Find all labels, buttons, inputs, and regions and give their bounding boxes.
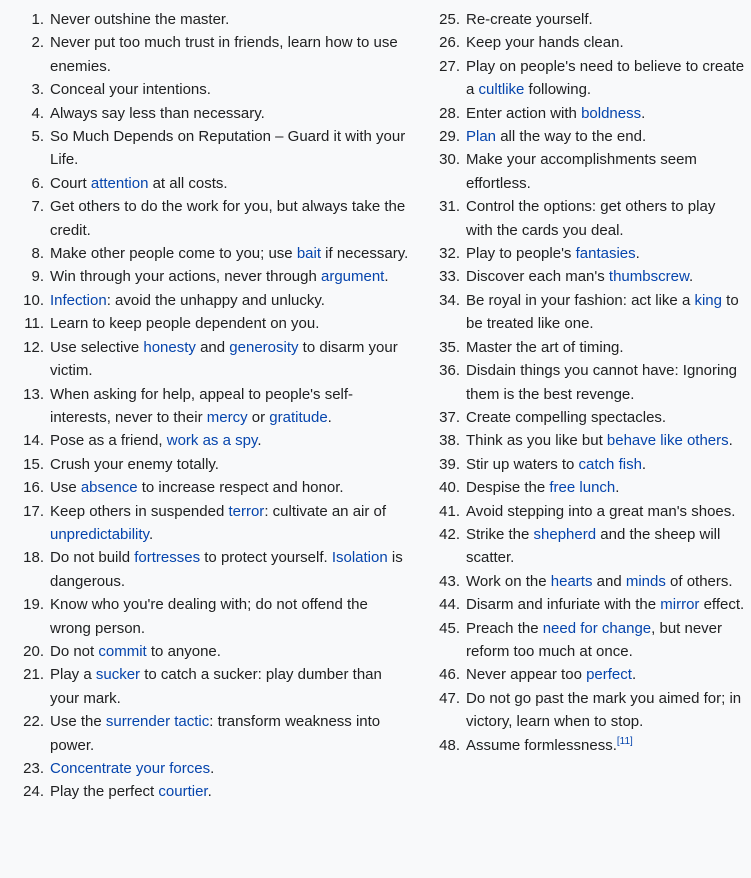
list-item xyxy=(418,336,751,359)
text-fragment: Stir up waters to xyxy=(466,455,579,473)
list-item xyxy=(0,476,418,499)
list-item-number: 38. xyxy=(439,432,460,450)
text-fragment: all the way to the end. xyxy=(496,128,647,146)
list-item-number: 15. xyxy=(23,455,44,473)
list-item-text xyxy=(466,31,751,54)
list-item xyxy=(0,780,418,803)
list-item-number: 24. xyxy=(23,783,44,801)
list-item xyxy=(0,265,418,288)
text-fragment: . xyxy=(631,666,637,684)
list-item-number: 2. xyxy=(31,34,44,52)
wiki-link[interactable]: fortresses xyxy=(134,549,201,567)
text-fragment: Strike the xyxy=(466,525,534,543)
wiki-link[interactable]: perfect xyxy=(586,666,632,684)
list-item-text xyxy=(50,476,418,499)
list-item xyxy=(418,265,751,288)
text-fragment: Despise the xyxy=(466,479,550,497)
list-item xyxy=(0,757,418,780)
text-fragment: Never appear too xyxy=(466,666,587,684)
text-fragment: : avoid the unhappy and unlucky. xyxy=(106,291,325,309)
text-fragment: . xyxy=(688,268,694,286)
text-fragment: Work on the xyxy=(466,572,551,590)
list-item-text xyxy=(466,359,751,406)
list-item-number: 12. xyxy=(23,338,44,356)
wiki-link[interactable]: unpredictability xyxy=(50,525,149,543)
list-item-text xyxy=(466,8,751,31)
list-item-number: 37. xyxy=(439,408,460,426)
list-item-text xyxy=(50,640,418,663)
text-fragment: Crush your enemy totally. xyxy=(50,455,219,473)
text-fragment: at all costs. xyxy=(148,174,228,192)
text-fragment: Use the xyxy=(50,713,106,731)
list-item-text xyxy=(466,663,751,686)
text-fragment: . xyxy=(615,479,620,497)
text-fragment: : transform weakness into power. xyxy=(50,713,381,754)
text-fragment: Master the art of timing. xyxy=(466,338,624,356)
list-item xyxy=(418,476,751,499)
text-fragment: Disarm and infuriate with the xyxy=(466,596,661,614)
list-item-text xyxy=(466,242,751,265)
wiki-link[interactable]: need for change xyxy=(542,619,652,637)
list-item-number: 33. xyxy=(439,268,460,286)
text-fragment: to disarm your victim. xyxy=(50,338,398,380)
list-item xyxy=(418,406,751,429)
list-item-number: 17. xyxy=(23,502,44,520)
list-item xyxy=(0,593,418,640)
text-fragment: Play to people's xyxy=(466,245,576,263)
list-item-number: 10. xyxy=(23,291,44,309)
list-item xyxy=(0,336,418,383)
list-item-text xyxy=(466,148,751,195)
text-fragment: to protect yourself. xyxy=(200,549,332,567)
list-item-number: 46. xyxy=(439,666,460,684)
list-item-text xyxy=(50,383,418,430)
list-item xyxy=(0,546,418,593)
list-item-number: 5. xyxy=(31,128,44,146)
list-item-text xyxy=(50,593,418,640)
list-item-text xyxy=(50,8,418,31)
text-fragment: Be royal in your fashion: act like a xyxy=(466,291,695,309)
text-fragment: Avoid stepping into a great man's shoes. xyxy=(466,502,736,520)
wiki-link[interactable]: absence xyxy=(80,479,138,497)
list-item-text xyxy=(50,242,418,265)
wiki-link[interactable]: Infection xyxy=(50,291,107,309)
text-fragment: following. xyxy=(524,81,592,99)
list-item xyxy=(418,617,751,664)
list-item xyxy=(418,687,751,734)
list-item-text xyxy=(466,570,751,593)
text-fragment: , but never reform too much at once. xyxy=(466,619,723,660)
list-item xyxy=(418,195,751,242)
list-item-text xyxy=(466,687,751,734)
text-fragment: Never outshine the master. xyxy=(50,11,230,28)
list-item xyxy=(0,242,418,265)
wiki-link[interactable]: work as a spy xyxy=(166,432,258,450)
text-fragment: Win through your actions, never through xyxy=(50,268,321,286)
wiki-link[interactable]: behave like others xyxy=(606,432,729,450)
text-fragment: Court xyxy=(50,174,91,192)
list-item-number: 30. xyxy=(439,151,460,169)
wiki-link[interactable]: king xyxy=(694,291,722,309)
list-item-number: 4. xyxy=(31,104,44,122)
list-item-number: 31. xyxy=(439,198,460,216)
list-item-number: 6. xyxy=(31,174,44,192)
list-item xyxy=(0,125,418,172)
list-item-number: 20. xyxy=(23,642,44,660)
wiki-link[interactable]: honesty xyxy=(143,338,196,356)
list-item-text xyxy=(50,453,418,476)
list-item-number: 48. xyxy=(439,736,460,754)
list-item-number: 39. xyxy=(439,455,460,473)
wiki-link[interactable]: mirror xyxy=(660,596,700,614)
text-fragment: Always say less than necessary. xyxy=(50,104,265,122)
list-item-number: 9. xyxy=(31,268,44,286)
list-item-text xyxy=(50,336,418,383)
list-item-text xyxy=(466,336,751,359)
laws-column-left xyxy=(0,8,418,804)
list-item-number: 47. xyxy=(439,689,460,707)
list-item xyxy=(0,102,418,125)
list-item-number: 41. xyxy=(439,502,460,520)
wiki-link[interactable]: mercy xyxy=(206,408,248,426)
text-fragment: . xyxy=(641,104,646,122)
wiki-link[interactable]: bait xyxy=(296,245,321,263)
text-fragment: Do not xyxy=(50,642,99,660)
text-fragment: Play the perfect xyxy=(50,783,159,801)
list-item-text xyxy=(466,265,751,288)
text-fragment: . xyxy=(210,760,215,777)
list-item xyxy=(0,500,418,547)
list-item-text xyxy=(466,195,751,242)
list-item xyxy=(418,359,751,406)
text-fragment: Make your accomplishments seem effortless. xyxy=(466,151,697,192)
list-item-number: 18. xyxy=(23,549,44,567)
wiki-link[interactable]: sucker xyxy=(95,666,141,684)
text-fragment: Conceal your intentions. xyxy=(50,81,211,99)
list-item-text xyxy=(50,429,418,452)
text-fragment: and xyxy=(195,338,230,356)
list-item-number: 44. xyxy=(439,596,460,614)
list-item-number: 14. xyxy=(23,432,44,450)
list-item-text xyxy=(466,102,751,125)
wiki-link[interactable]: thumbscrew xyxy=(608,268,689,286)
text-fragment: Never put too much trust in friends, learn how to use enemies. xyxy=(50,34,398,75)
list-item xyxy=(418,500,751,523)
list-item xyxy=(0,78,418,101)
list-item-number: 3. xyxy=(31,81,44,99)
text-fragment: Learn to keep people dependent on you. xyxy=(50,315,320,333)
text-fragment: Use selective xyxy=(50,338,144,356)
text-fragment: Think as you like but xyxy=(466,432,607,450)
list-item-text xyxy=(50,546,418,593)
list-item-text xyxy=(466,593,751,616)
text-fragment: to be treated like one. xyxy=(466,291,739,333)
wiki-link[interactable]: hearts xyxy=(550,572,593,590)
text-fragment: is dangerous. xyxy=(50,549,403,590)
wiki-link[interactable]: courtier xyxy=(158,783,208,801)
text-fragment: . xyxy=(384,268,389,286)
list-item-text xyxy=(466,406,751,429)
list-item-number: 7. xyxy=(31,198,44,216)
wiki-link[interactable]: shepherd xyxy=(533,525,597,543)
wiki-link[interactable]: gratitude xyxy=(269,408,328,426)
list-item-number: 22. xyxy=(23,713,44,731)
wiki-link[interactable]: minds xyxy=(625,572,666,590)
list-item xyxy=(0,31,418,78)
text-fragment: . xyxy=(635,245,640,263)
wiki-link[interactable]: terror xyxy=(228,502,265,520)
list-item xyxy=(418,570,751,593)
list-item-text xyxy=(50,172,418,195)
list-item-number: 35. xyxy=(439,338,460,356)
list-item-number: 16. xyxy=(23,479,44,497)
text-fragment: to catch a sucker: play dumber than your mark. xyxy=(50,666,382,707)
list-item-text xyxy=(50,125,418,172)
text-fragment: . xyxy=(148,525,154,543)
list-item-number: 8. xyxy=(31,245,44,263)
list-item-text xyxy=(50,663,418,710)
wiki-link[interactable]: Concentrate your forces xyxy=(50,760,211,777)
list-item xyxy=(0,710,418,757)
text-fragment: Make other people come to you; use xyxy=(50,245,297,263)
text-fragment: if necessary. xyxy=(321,245,409,263)
text-fragment: of others. xyxy=(665,572,733,590)
list-item xyxy=(0,8,418,31)
list-item-text xyxy=(466,734,751,757)
wiki-link[interactable]: Plan xyxy=(466,128,497,146)
list-item xyxy=(418,8,751,31)
list-item-number: 40. xyxy=(439,479,460,497)
wiki-link[interactable]: Isolation xyxy=(331,549,388,567)
list-item-number: 45. xyxy=(439,619,460,637)
list-item-text xyxy=(466,453,751,476)
text-fragment: . xyxy=(641,455,647,473)
list-item xyxy=(0,195,418,242)
text-fragment: or xyxy=(247,408,270,426)
list-item xyxy=(418,31,751,54)
text-fragment: to anyone. xyxy=(146,642,221,660)
list-item-text xyxy=(50,78,418,101)
wiki-link[interactable]: commit xyxy=(98,642,147,660)
text-fragment: Know who you're dealing with; do not offend the wrong person. xyxy=(50,596,368,637)
list-item-text xyxy=(50,195,418,242)
text-fragment: Create compelling spectacles. xyxy=(466,408,667,426)
list-item-number: 23. xyxy=(23,760,44,777)
citation-link[interactable]: [11] xyxy=(616,735,633,747)
text-fragment: Keep your hands clean. xyxy=(466,34,624,52)
list-item-text xyxy=(50,757,418,780)
list-item xyxy=(0,172,418,195)
text-fragment: Keep others in suspended xyxy=(50,502,229,520)
text-fragment: and the sheep will scatter. xyxy=(466,525,721,567)
text-fragment: Enter action with xyxy=(466,104,582,122)
laws-column-right xyxy=(418,8,751,757)
list-item xyxy=(0,663,418,710)
text-fragment: Do not go past the mark you aimed for; in victory, learn when to stop. xyxy=(466,689,742,731)
list-item xyxy=(418,125,751,148)
text-fragment: Get others to do the work for you, but always take the credit. xyxy=(50,198,406,239)
list-item xyxy=(418,663,751,686)
text-fragment: . xyxy=(257,432,262,450)
list-item xyxy=(418,242,751,265)
list-item-text xyxy=(466,289,751,336)
list-item-number: 21. xyxy=(23,666,44,684)
text-fragment: Control the options: get others to play with the cards you deal. xyxy=(466,198,716,239)
list-item-number: 42. xyxy=(439,525,460,543)
text-fragment: to increase respect and honor. xyxy=(137,479,344,497)
list-item-text xyxy=(466,55,751,102)
list-item-number: 28. xyxy=(439,104,460,122)
list-item xyxy=(418,55,751,102)
list-item-number: 1. xyxy=(31,11,44,28)
text-fragment: . xyxy=(728,432,733,450)
text-fragment: Do not build xyxy=(50,549,135,567)
list-item-number: 27. xyxy=(439,57,460,75)
wiki-link[interactable]: free lunch xyxy=(549,479,616,497)
text-fragment: and xyxy=(592,572,626,590)
list-item xyxy=(0,312,418,335)
list-item xyxy=(0,383,418,430)
list-item-number: 11. xyxy=(24,315,44,333)
text-fragment: . xyxy=(207,783,212,801)
list-item-text xyxy=(466,523,751,570)
list-item-number: 13. xyxy=(23,385,44,403)
wiki-link[interactable]: argument xyxy=(320,268,385,286)
text-fragment: So Much Depends on Reputation – Guard it with your Life. xyxy=(50,128,406,169)
list-item xyxy=(0,640,418,663)
list-item-number: 29. xyxy=(439,128,460,146)
list-item-number: 26. xyxy=(439,34,460,52)
list-item-text xyxy=(50,265,418,288)
list-item xyxy=(418,148,751,195)
text-fragment: Play on people's need to believe to create a xyxy=(466,57,745,99)
list-item xyxy=(418,593,751,616)
list-item xyxy=(418,523,751,570)
wiki-link[interactable]: surrender tactic xyxy=(105,713,210,731)
list-item-text xyxy=(50,710,418,757)
text-fragment: . xyxy=(327,408,332,426)
wiki-link[interactable]: generosity xyxy=(229,338,299,356)
list-item xyxy=(418,734,751,757)
list-item xyxy=(0,429,418,452)
list-item-number: 43. xyxy=(439,572,460,590)
text-fragment: Disdain things you cannot have: Ignoring them is the best revenge. xyxy=(466,362,738,403)
text-fragment: Use xyxy=(50,479,81,497)
list-item-text xyxy=(50,780,418,803)
list-item-text xyxy=(50,102,418,125)
list-item-text xyxy=(50,312,418,335)
list-item-number: 25. xyxy=(439,11,460,28)
list-item-number: 32. xyxy=(439,245,460,263)
list-item-text xyxy=(50,31,418,78)
list-item xyxy=(418,429,751,452)
text-fragment: When asking for help, appeal to people's self-interests, never to their xyxy=(50,385,354,426)
text-fragment: Discover each man's xyxy=(466,268,609,286)
text-fragment: : cultivate an air of xyxy=(264,502,387,520)
list-item-text xyxy=(466,617,751,664)
list-item-text xyxy=(466,125,751,148)
text-fragment: effect. xyxy=(699,596,745,614)
list-item-text xyxy=(466,500,751,523)
list-item xyxy=(0,453,418,476)
list-item xyxy=(418,453,751,476)
wiki-link[interactable]: cultlike xyxy=(478,81,525,99)
wiki-link[interactable]: attention xyxy=(90,174,149,192)
wiki-link[interactable]: fantasies xyxy=(575,245,636,263)
text-fragment: Re-create yourself. xyxy=(466,11,593,28)
list-item-number: 19. xyxy=(23,596,44,614)
text-fragment: Play a xyxy=(50,666,96,684)
list-item-text xyxy=(466,429,751,452)
list-item-text xyxy=(466,476,751,499)
list-item xyxy=(0,289,418,312)
list-item-number: 34. xyxy=(439,291,460,309)
text-fragment: Preach the xyxy=(466,619,543,637)
list-item-text xyxy=(50,289,418,312)
wiki-link[interactable]: catch fish xyxy=(578,455,642,473)
text-fragment: Assume formlessness. xyxy=(466,736,617,754)
list-item xyxy=(418,102,751,125)
list-item xyxy=(418,289,751,336)
text-fragment: Pose as a friend, xyxy=(50,432,167,450)
list-item-text xyxy=(50,500,418,547)
wiki-link[interactable]: boldness xyxy=(581,104,642,122)
list-item-number: 36. xyxy=(439,362,460,380)
